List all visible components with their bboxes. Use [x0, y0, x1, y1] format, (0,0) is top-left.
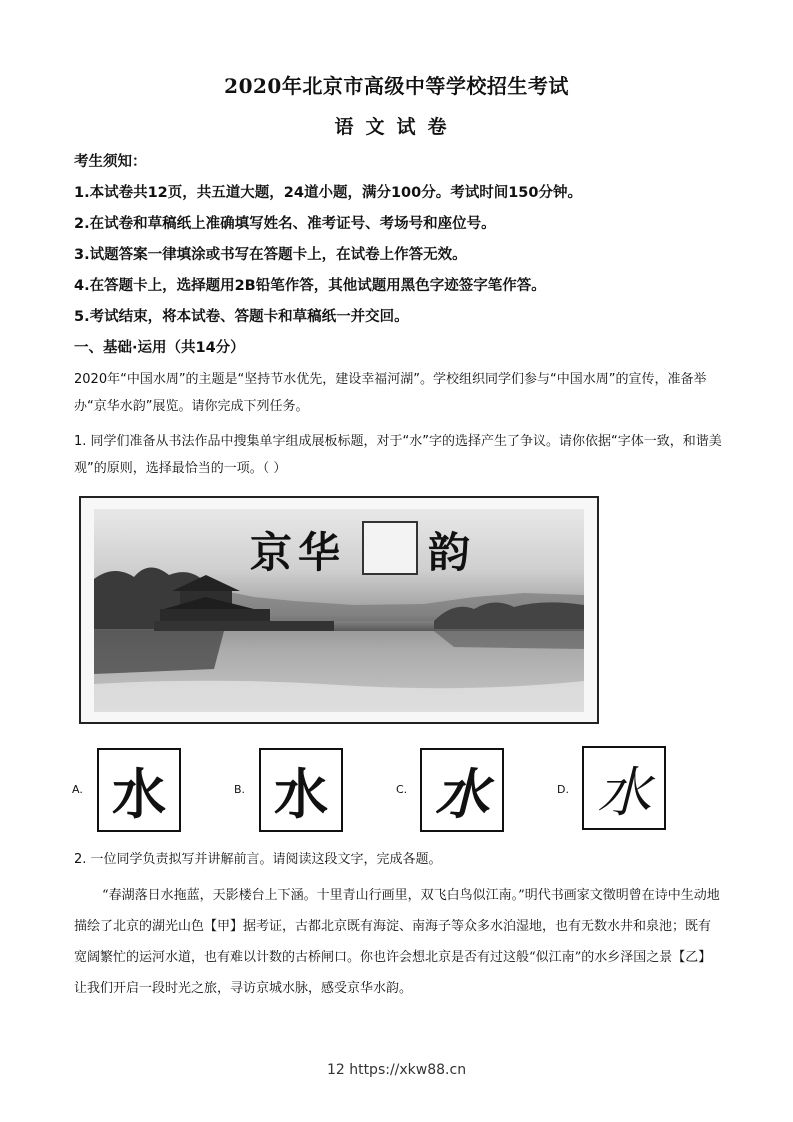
note-item: 5.考试结束，将本试卷、答题卡和草稿纸一并交回。	[74, 309, 409, 325]
option-c-glyph[interactable]: 水	[420, 748, 504, 832]
option-d-glyph[interactable]: 水	[582, 746, 666, 830]
section-heading: 一、基础·运用（共14分）	[74, 340, 245, 356]
preface-passage: “春湖落日水拖蓝，天影楼台上下涵。十里青山行画里，双飞白鸟似江南。”明代书画家文徵明曾在诗中生动地描绘了北京的湖光山色【甲】据考证，古都北京既有海淀、南海子等众多水泊湿地，也有无数水井和泉池；既有宽阔繁忙的运河水道，也有难以计数的古桥闸口。你也许会想北京是否有过这般“似江南”的水乡泽国之景【乙】让我们开启一段时光之旅，寻访京城水脉，感受京华水韵。	[74, 888, 720, 996]
exam-title: 2020年北京市高级中等学校招生考试	[224, 74, 569, 98]
poster-title-left: 京华	[250, 528, 347, 577]
question-2: 2. 一位同学负责拟写并讲解前言。请阅读这段文字，完成各题。	[74, 852, 442, 867]
option-c-letter: C.	[396, 783, 408, 796]
poster-title-right: 韵	[428, 528, 471, 577]
option-b-letter: B.	[234, 783, 246, 796]
exam-subtitle: 语文试卷	[334, 116, 459, 138]
note-item: 1.本试卷共12页，共五道大题，24道小题，满分100分。考试时间150分钟。	[74, 185, 582, 201]
option-b-glyph[interactable]: 水	[259, 748, 343, 832]
section-intro: 2020年“中国水周”的主题是“坚持节水优先，建设幸福河湖”。学校组织同学们参与“中国水周”的宣传，准备举办“京华水韵”展览。请你完成下列任务。	[74, 372, 707, 414]
option-d-letter: D.	[557, 783, 569, 796]
page-footer: 12 https://xkw88.cn	[326, 1062, 467, 1078]
poster-blank-box	[362, 521, 418, 575]
candidate-notes	[74, 150, 734, 336]
question-1: 1. 同学们准备从书法作品中搜集单字组成展板标题，对于“水”字的选择产生了争议。请你依据“字体一致，和谐美观”的原则，选择最恰当的一项。（ ）	[74, 434, 722, 476]
option-a-letter: A.	[72, 783, 83, 796]
note-item: 2.在试卷和草稿纸上准确填写姓名、准考证号、考场号和座位号。	[74, 216, 496, 232]
note-item: 4.在答题卡上，选择题用2B铅笔作答，其他试题用黑色字迹签字笔作答。	[74, 278, 546, 294]
note-item: 3.试题答案一律填涂或书写在答题卡上，在试卷上作答无效。	[74, 247, 467, 263]
option-a-glyph[interactable]: 水	[97, 748, 181, 832]
notes-heading: 考生须知：	[74, 154, 147, 170]
